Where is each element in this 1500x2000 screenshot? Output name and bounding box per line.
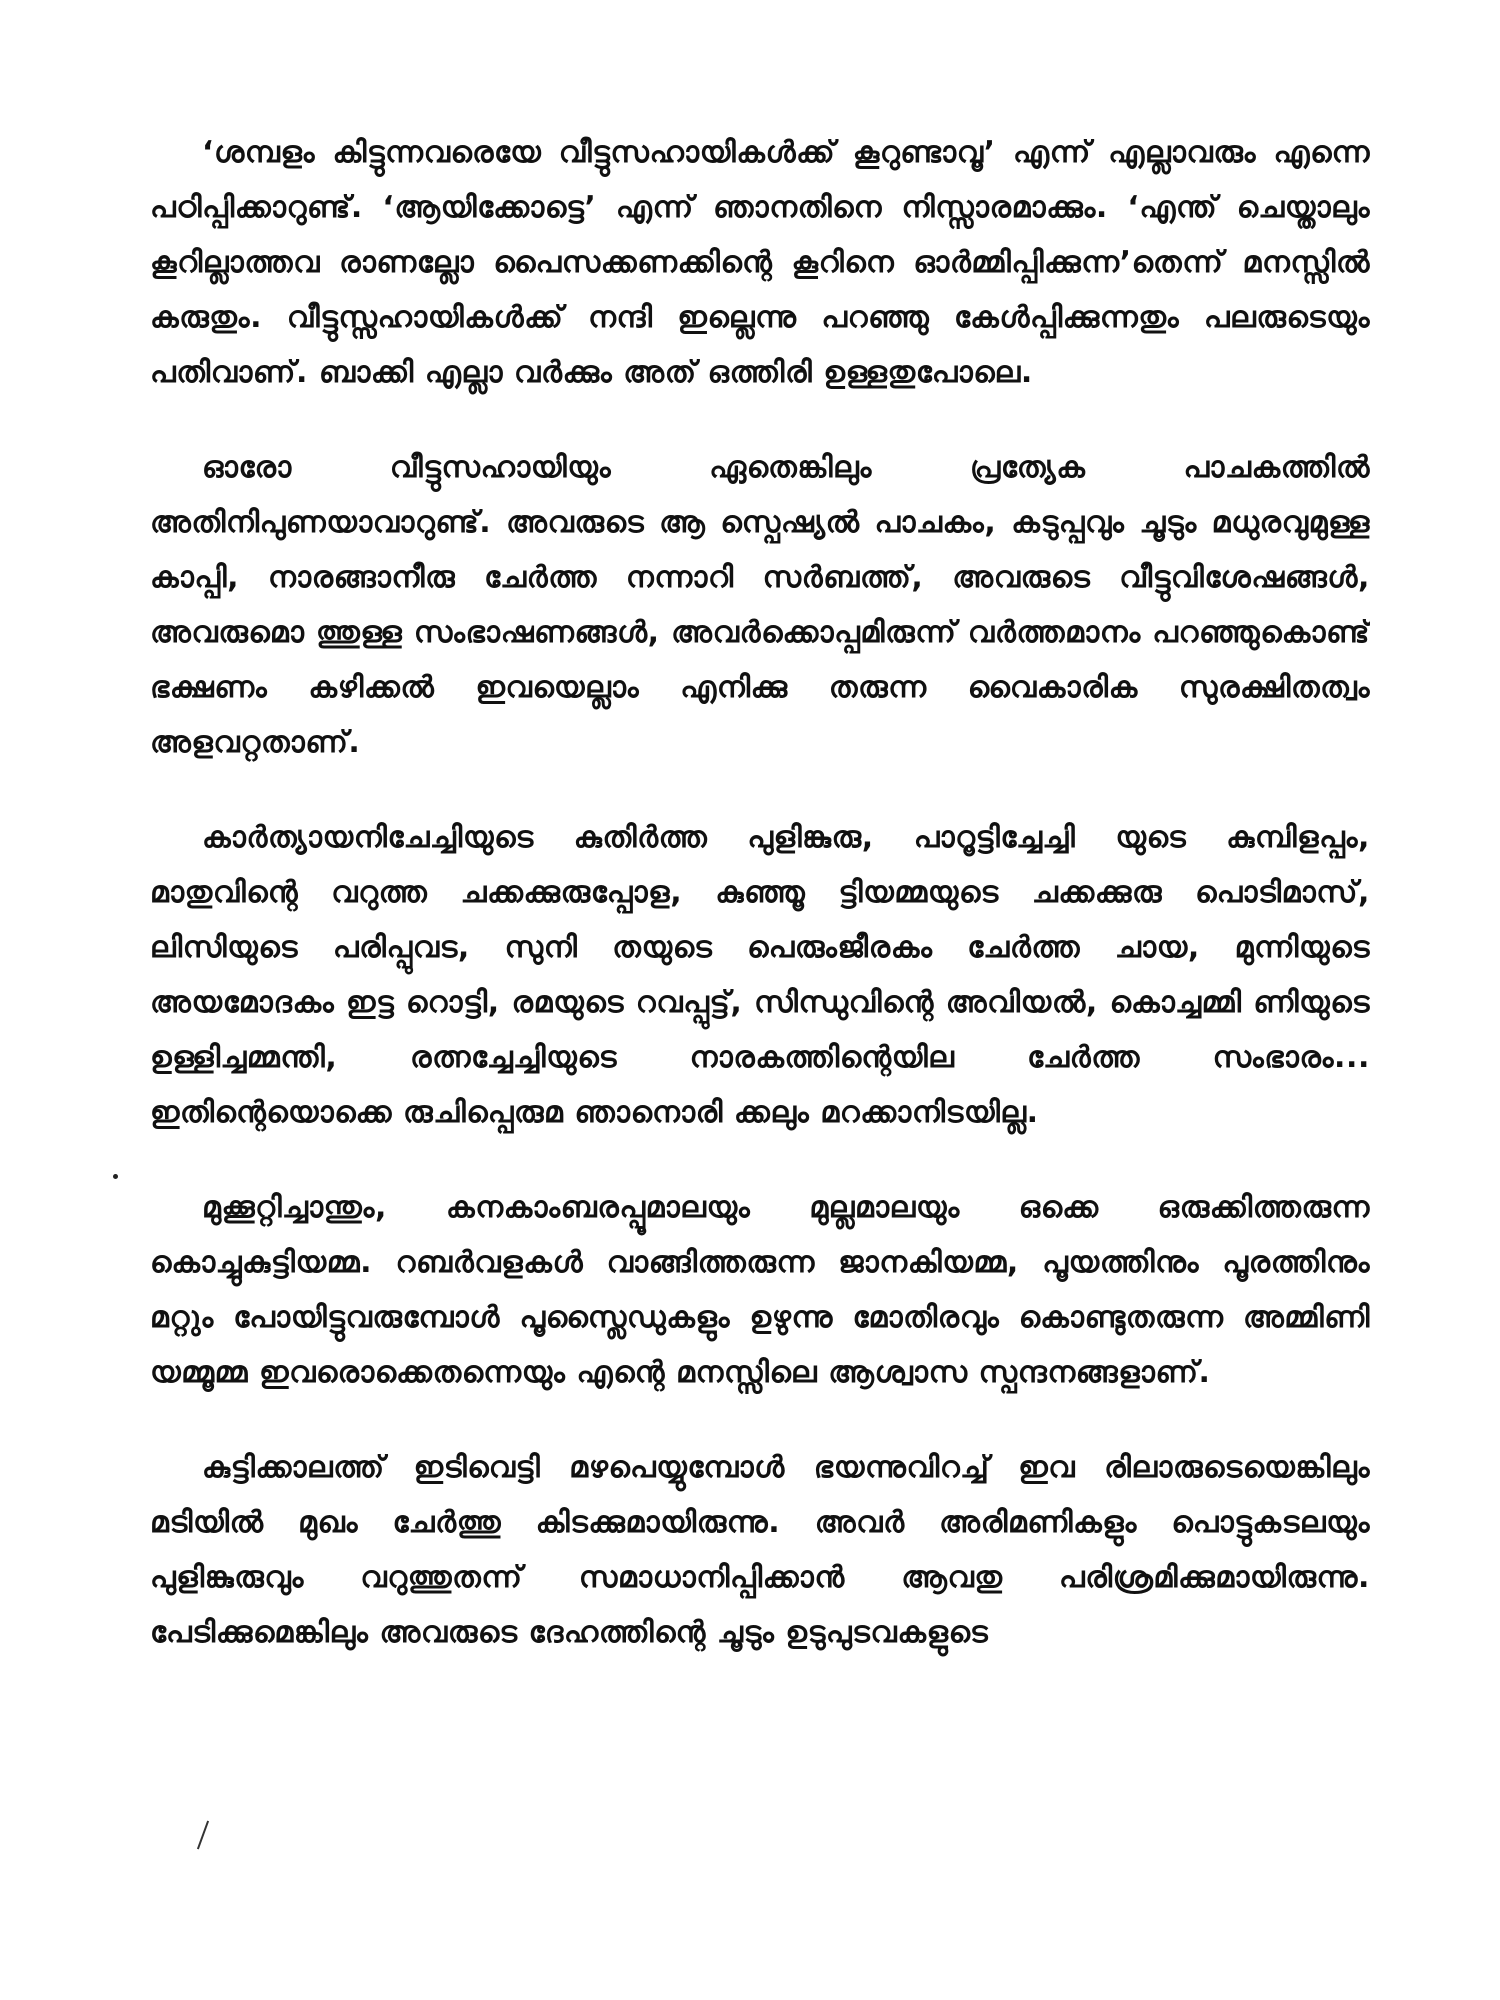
document-page xyxy=(150,125,1370,1985)
paragraph-2: ഓരോ വീട്ടുസഹായിയും ഏതെങ്കിലും പ്രത്യേക പാചകത്തിൽ അതിനിപുണയാവാറുണ്ട്. അവരുടെ ആ സ്പെഷ്യൽ പാചകം, കടുപ്പവും ചൂടും മധുരവുമുള്ള കാപ്പി, നാരങ്ങാനീരു ചേർത്ത നന്നാറി സർബത്ത്, അവരുടെ വീട്ടുവിശേഷങ്ങൾ, അവരുമൊ ത്തുള്ള സംഭാഷണങ്ങൾ, അവർക്കൊപ്പമിരുന്ന് വർത്തമാനം പറഞ്ഞുകൊണ്ട് ഭക്ഷണം കഴിക്കൽ ഇവയെല്ലാം എനിക്കു തരുന്ന വൈകാരിക സുരക്ഷിതത്വം അളവറ്റതാണ്. xyxy=(150,450,1370,760)
scan-speck xyxy=(113,1174,118,1179)
paragraph-4: മുക്കൂറ്റിച്ചാന്തും, കനകാംബരപ്പൂമാലയും മുല്ലമാലയും ഒക്കെ ഒരുക്കിത്തരുന്ന കൊച്ചുകുട്ടിയമ്മ. റബർവളകൾ വാങ്ങിത്തരുന്ന ജാനകിയമ്മ, പൂയത്തിനും പൂരത്തിനും മറ്റും പോയിട്ടുവരുമ്പോൾ പൂസ്ലൈഡുകളും ഉഴുന്നു മോതിരവും കൊണ്ടുതരുന്ന അമ്മിണി യമ്മൂമ്മ ഇവരൊക്കെതന്നെയും എന്റെ മനസ്സിലെ ആശ്വാസ സ്പന്ദനങ്ങളാണ്. xyxy=(150,1190,1370,1390)
paragraph-1: ‘ശമ്പളം കിട്ടുന്നവരെയേ വീട്ടുസഹായികൾക്ക് കൂറുണ്ടാവൂ’ എന്ന് എല്ലാവരും എന്നെ പഠിപ്പിക്കാറുണ്ട്. ‘ആയിക്കോട്ടെ’ എന്ന് ഞാനതിനെ നിസ്സാരമാക്കും. ‘എന്ത് ചെയ്താലും കൂറില്ലാത്തവ രാണല്ലോ പൈസക്കണക്കിന്റെ കൂറിനെ ഓർമ്മിപ്പിക്കുന്ന’തെന്ന് മനസ്സിൽ കരുതും. വീട്ടുസ്സഹായികൾക്ക് നന്ദി ഇല്ലെന്നു പറഞ്ഞു കേൾപ്പിക്കുന്നതും പലരുടെയും പതിവാണ്. ബാക്കി എല്ലാ വർക്കും അത് ഒത്തിരി ഉള്ളതുപോലെ. xyxy=(150,135,1370,390)
paragraph-3: കാർത്യായനിചേച്ചിയുടെ കുതിർത്ത പുളിങ്കുരു, പാറൂട്ടിച്ചേച്ചി യുടെ കുമ്പിളപ്പം, മാതുവിന്റെ വറുത്ത ചക്കക്കുരുപ്പോള, കുഞ്ഞൂ ട്ടിയമ്മയുടെ ചക്കക്കുരു പൊടിമാസ്, ലിസിയുടെ പരിപ്പുവട, സുനി തയുടെ പെരുംജീരകം ചേർത്ത ചായ, മുന്നിയുടെ അയമോദകം ഇട്ട റൊട്ടി, രമയുടെ റവപ്പുട്ട്, സിന്ധുവിന്റെ അവിയൽ, കൊച്ചമ്മി ണിയുടെ ഉള്ളിച്ചമ്മന്തി, രത്നച്ചേച്ചിയുടെ നാരകത്തിന്റെയില ചേർത്ത സംഭാരം... ഇതിന്റെയൊക്കെ രുചിപ്പെരുമ ഞാനൊരി ക്കലും മറക്കാനിടയില്ല. xyxy=(150,820,1370,1130)
paragraph-5: കുട്ടിക്കാലത്ത് ഇടിവെട്ടി മഴപെയ്യുമ്പോൾ ഭയന്നുവിറച്ച് ഇവ രിലാരുടെയെങ്കിലും മടിയിൽ മുഖം ചേർത്തു കിടക്കുമായിരുന്നു. അവർ അരിമണികളും പൊട്ടുകടലയും പുളിങ്കുരുവും വറുത്തുതന്ന് സമാധാനിപ്പിക്കാൻ ആവതു പരിശ്രമിക്കുമായിരുന്നു. പേടിക്കുമെങ്കിലും അവരുടെ ദേഹത്തിന്റെ ചൂടും ഉടുപുടവകളുടെ xyxy=(150,1450,1370,1650)
